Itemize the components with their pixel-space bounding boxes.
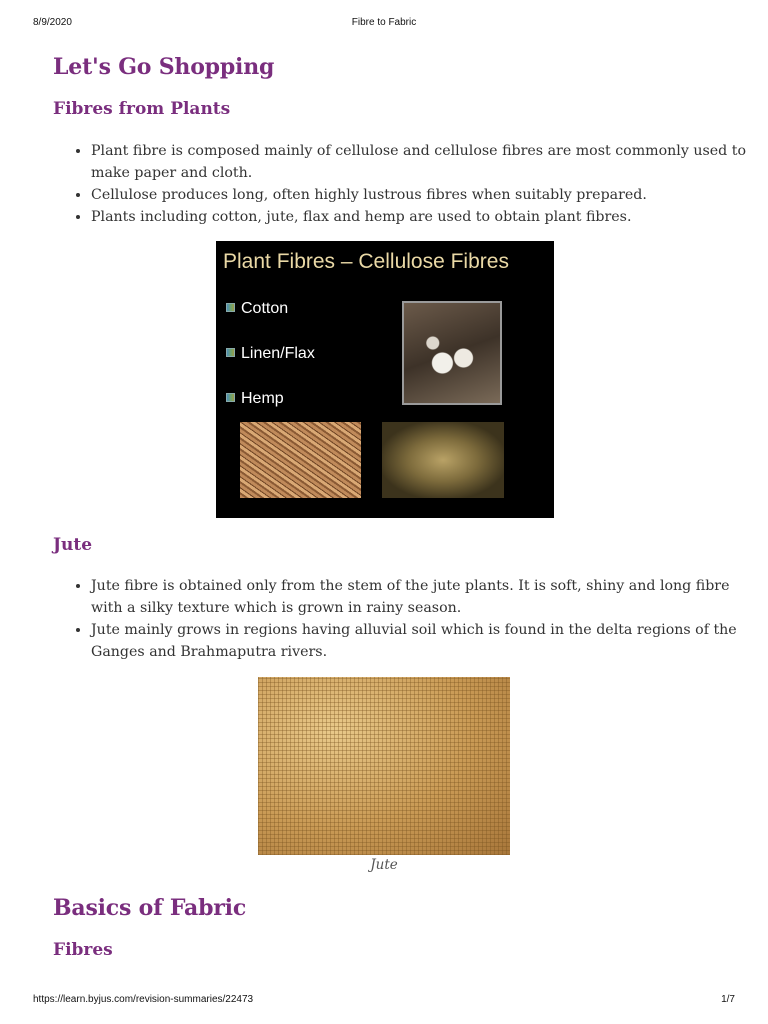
square-bullet-icon [226, 393, 235, 402]
slide-item-hemp [226, 390, 284, 410]
jute-photo [258, 677, 510, 855]
slide-item-label: Linen/Flax [241, 345, 315, 362]
slide-item-linen-flax [226, 345, 315, 365]
page-url: https://learn.byjus.com/revision-summaries/22473 [33, 994, 254, 1005]
square-bullet-icon [226, 303, 235, 312]
print-footer [33, 994, 735, 1008]
flax-fibre-photo [382, 422, 504, 498]
heading-fibres-from-plants: Fibres from Plants [53, 99, 231, 119]
list-item: • Jute mainly grows in regions having alluvial soil which is found in the delta regions of the Ganges and Brahmaputra rivers. [91, 619, 751, 663]
cotton-photo [402, 301, 502, 405]
list-item: • Plant fibre is composed mainly of cellulose and cellulose fibres are most commonly used to make paper and cloth. [91, 140, 751, 184]
list-item: • Jute fibre is obtained only from the stem of the jute plants. It is soft, shiny and long fibre with a silky texture which is grown in rainy season. [91, 575, 751, 619]
slide-item-label: Cotton [241, 300, 289, 317]
heading-jute: Jute [53, 535, 93, 555]
list-item: • Cellulose produces long, often highly lustrous fibres when suitably prepared. [91, 184, 751, 206]
list-item: • Plants including cotton, jute, flax and hemp are used to obtain plant fibres. [91, 206, 751, 228]
slide-item-label: Hemp [241, 390, 284, 407]
hemp-fibre-photo [240, 422, 361, 498]
slide-item-cotton [226, 300, 288, 320]
heading-basics-of-fabric: Basics of Fabric [53, 895, 247, 921]
slide-title: Plant Fibres – Cellulose Fibres [223, 250, 509, 273]
heading-lets-go-shopping: Let's Go Shopping [53, 54, 275, 80]
page-number: 1/7 [721, 994, 735, 1005]
document-title: Fibre to Fabric [351, 17, 417, 28]
jute-caption: Jute [370, 857, 398, 873]
plants-bullet-list [53, 140, 751, 228]
print-date: 8/9/2020 [33, 17, 72, 28]
jute-bullet-list [53, 575, 751, 663]
print-header [33, 17, 735, 31]
square-bullet-icon [226, 348, 235, 357]
plant-fibres-slide-image [216, 241, 554, 518]
heading-fibres: Fibres [53, 940, 113, 960]
